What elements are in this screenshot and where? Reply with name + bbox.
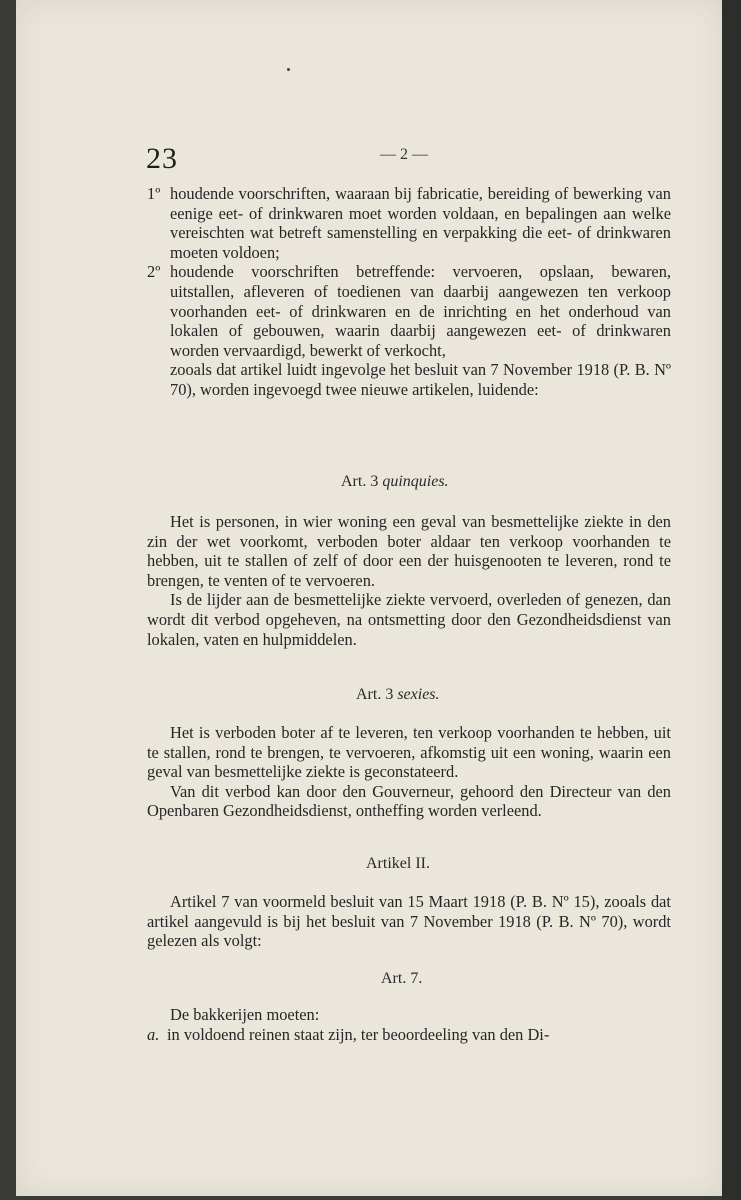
speck — [287, 68, 290, 71]
paragraph: De bakkerijen moeten: — [170, 1005, 320, 1024]
list-label: 1º — [147, 184, 161, 203]
heading-art-3-quinquies — [341, 473, 449, 491]
heading-prefix: Art. 3 — [341, 473, 379, 490]
paragraph: Is de lijder aan de besmettelijke ziekte vervoerd, overleden of genezen, dan wordt dit verbod opgeheven, na ontsmetting door den Gezondheidsdienst van lokalen, vaten en hulpmiddelen. — [147, 590, 671, 649]
list-text: houdende voorschriften, waaraan bij fabricatie, bereiding of bewerking van eenige eet- of drinkwaren moet worden voldaan, en bepalingen aan welke vereischten wat betreft samenstelling en verpakking die eet- of drinkwaren moeten voldoen; — [170, 184, 671, 262]
paragraph: Het is verboden boter af te leveren, ten verkoop voorhanden te hebben, uit te stallen, rond te brengen, te vervoeren, afkomstig uit een woning, waarin een geval van besmettelijke ziekte is geconstateerd. — [147, 723, 671, 782]
heading-art-3-sexies — [356, 686, 440, 704]
heading-artikel-2: Artikel II. — [366, 855, 430, 872]
item-label: a. — [147, 1024, 160, 1044]
paragraph: Het is personen, in wier woning een geval van besmettelijke ziekte in den zin der wet voorkomt, verboden boter aldaar ten verkoop voorhanden te hebben, uit te stallen of zelf of door een der huisgenooten te leveren, rond te brengen, te venten of te vervoeren. — [147, 512, 671, 590]
list-section — [147, 184, 671, 400]
heading-suffix: quinquies. — [382, 473, 449, 490]
paragraph: Artikel 7 van voormeld besluit van 15 Maart 1918 (P. B. Nº 15), zooals dat artikel aangevuld is bij het besluit van 7 November 1918 (P. B. Nº 70), wordt gelezen als volgt: — [147, 892, 671, 951]
page-indicator: — 2 — — [380, 146, 428, 163]
page-number: 23 — [146, 142, 178, 175]
art-7-body — [147, 1005, 671, 1044]
list-item-a — [147, 1025, 671, 1045]
list-item-1 — [147, 184, 671, 262]
page-edge — [722, 0, 741, 1200]
intro-closing: zooals dat artikel luidt ingevolge het besluit van 7 November 1918 (P. B. Nº 70), worden ingevoegd twee nieuwe artikelen, luidende: — [170, 360, 671, 399]
artikel-2-body — [147, 892, 671, 951]
list-item-2 — [147, 262, 671, 360]
art-3-quinquies-body — [147, 512, 671, 649]
heading-prefix: Art. 3 — [356, 686, 394, 703]
heading-suffix: sexies. — [397, 686, 440, 703]
list-label: 2º — [147, 262, 161, 282]
item-text: in voldoend reinen staat zijn, ter beoordeeling van den Di- — [167, 1024, 550, 1044]
paragraph: Van dit verbod kan door den Gouverneur, gehoord den Directeur van den Openbaren Gezondheidsdienst, ontheffing worden verleend. — [147, 781, 671, 821]
heading-art-7: Art. 7. — [381, 970, 423, 987]
art-3-sexies-body — [147, 723, 671, 821]
list-text: houdende voorschriften betreffende: vervoeren, opslaan, bewaren, uitstallen, afleveren of toedienen van daarbij aangewezen ten verkoop voorhanden eet- of drinkwaren en de inrichting en het onderhoud van lokalen of gebouwen, waarin daarbij aangewezen eet- of drinkwaren worden vervaardigd, bewerkt of verkocht, — [170, 262, 671, 360]
